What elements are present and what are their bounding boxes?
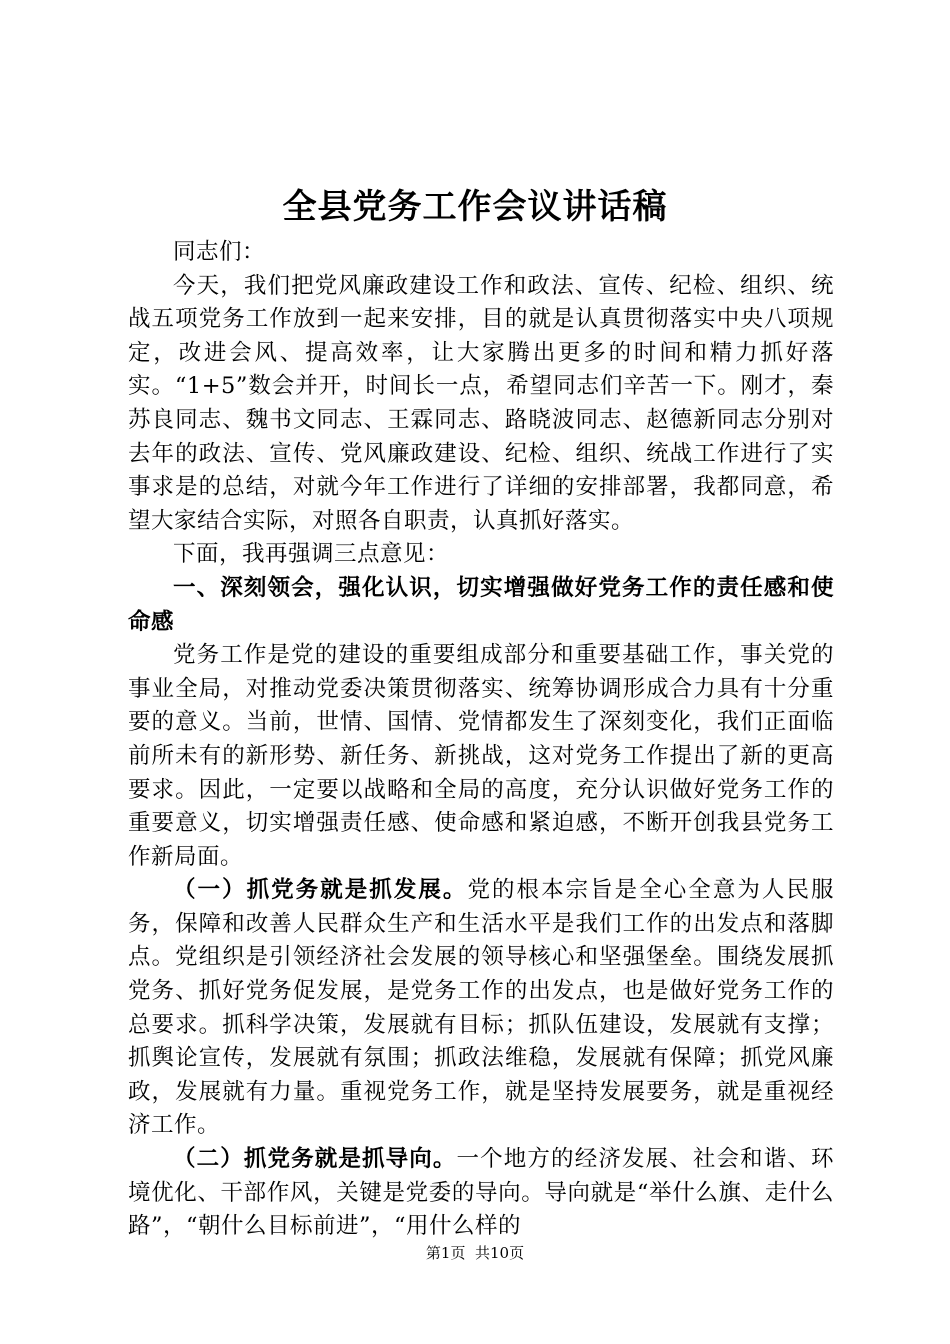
page-number: 第1页 [425, 1244, 466, 1262]
point-1-text: 党的根本宗旨是全心全意为人民服务，保障和改善人民群众生产和生活水平是我们工作的出发点和落脚点。党组织是引领经济社会发展的领导核心和坚强堡垒。围绕发展抓党务、抓好党务促发展，是党务工作的出发点，也是做好党务工作的总要求。抓科学决策，发展就有目标；抓队伍建设，发展就有支撑；抓舆论宣传，发展就有氛围；抓政法维稳，发展就有保障；抓党风廉政，发展就有力量。重视党务工作，就是坚持发展要务，就是重视经济工作。 [128, 877, 834, 1139]
paragraph-point-1 [128, 874, 834, 1143]
section-heading-1: 一、深刻领会，强化认识，切实增强做好党务工作的责任感和使命感 [128, 574, 834, 635]
footer-separator [465, 1244, 475, 1262]
page-total: 共10页 [475, 1244, 525, 1262]
page-footer [0, 1243, 950, 1263]
paragraph-point-2 [128, 1143, 834, 1244]
point-2-text: 一个地方的经济发展、社会和谐、环境优化、干部作风，关键是党委的导向。导向就是“举什么旗、走什么路”，“朝什么目标前进”，“用什么样的 [128, 1146, 834, 1240]
document-title: 全县党务工作会议讲话稿 [282, 187, 668, 227]
paragraph-section-1: 党务工作是党的建设的重要组成部分和重要基础工作，事关党的事业全局，对推动党委决策贯彻落实、统筹协调形成合力具有十分重要的意义。当前，世情、国情、党情都发生了深刻变化，我们正面临前所未有的新形势、新任务、新挑战，这对党务工作提出了新的更高要求。因此，一定要以战略和全局的高度，充分认识做好党务工作的重要意义，切实增强责任感、使命感和紧迫感，不断开创我县党务工作新局面。 [128, 642, 834, 870]
paragraph-transition: 下面，我再强调三点意见： [173, 541, 450, 568]
salutation: 同志们： [173, 239, 266, 265]
document-body [128, 236, 834, 1244]
point-1-lead: （一）抓党务就是抓发展。 [173, 877, 468, 904]
point-2-lead: （二）抓党务就是抓导向。 [173, 1146, 457, 1173]
paragraph-intro: 今天，我们把党风廉政建设工作和政法、宣传、纪检、组织、统战五项党务工作放到一起来安排，目的就是认真贯彻落实中央八项规定，改进会风、提高效率，让大家腾出更多的时间和精力抓好落实。“1+5”数会并开，时间长一点，希望同志们辛苦一下。刚才，秦苏良同志、魏书文同志、王霖同志、路晓波同志、赵德新同志分别对去年的政法、宣传、党风廉政建设、纪检、组织、统战工作进行了实事求是的总结，对就今年工作进行了详细的安排部署，我都同意，希望大家结合实际，对照各自职责，认真抓好落实。 [128, 272, 834, 534]
